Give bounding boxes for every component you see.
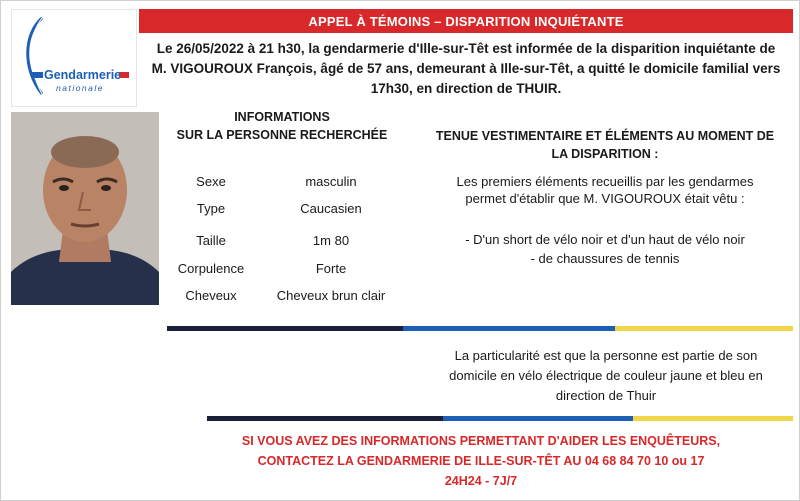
- intro-line: Le 26/05/2022 à 21 h30, la gendarmerie d'Ille-sur-Têt est informée de la disparition inquiétante de: [156, 41, 776, 56]
- info-row: [161, 201, 401, 216]
- stripe-yellow: [615, 326, 793, 331]
- banner-title: APPEL À TÉMOINS – DISPARITION INQUIÉTANTE: [308, 13, 624, 29]
- clothing-text-line: permet d'établir que M. VIGOUROUX était vêtu :: [465, 191, 745, 206]
- gendarmerie-emblem-icon: [12, 10, 136, 106]
- info-value: Caucasien: [300, 201, 362, 216]
- missing-person-photo: [11, 112, 159, 305]
- stripe-blue: [443, 416, 633, 421]
- intro-paragraph: [139, 39, 793, 99]
- info-row: [161, 261, 401, 276]
- info-value: masculin: [305, 174, 357, 189]
- info-label: Cheveux: [185, 288, 237, 303]
- info-value: Forte: [315, 261, 347, 276]
- clothing-title-line: TENUE VESTIMENTAIRE ET ÉLÉMENTS AU MOMENT DE: [435, 129, 775, 143]
- person-info-title-line: INFORMATIONS: [234, 110, 330, 124]
- clothing-text-line: Les premiers éléments recueillis par les gendarmes: [456, 174, 754, 189]
- clothing-item: - de chaussures de tennis: [530, 251, 680, 266]
- info-row: [161, 233, 401, 248]
- alert-banner: [139, 9, 793, 33]
- info-label: Type: [196, 201, 226, 216]
- gendarmerie-logo: [11, 9, 137, 107]
- stripe-blue: [403, 326, 615, 331]
- cta-line: 24H24 - 7J/7: [444, 474, 518, 488]
- contact-call-to-action: [171, 431, 791, 491]
- info-row: [161, 288, 401, 303]
- info-row: [161, 174, 401, 189]
- cta-line: CONTACTEZ LA GENDARMERIE DE ILLE-SUR-TÊT AU 04 68 84 70 10 ou 17: [257, 454, 705, 468]
- stripe-navy: [167, 326, 403, 331]
- person-info-title: [161, 108, 403, 144]
- intro-line: M. VIGOUROUX François, âgé de 57 ans, demeurant à Ille-sur-Têt, a quitté le domicile familial vers: [151, 61, 781, 76]
- info-value: 1m 80: [312, 233, 350, 248]
- particularite-line: direction de Thuir: [555, 388, 657, 403]
- svg-text:Gendarmerie: Gendarmerie: [44, 68, 122, 82]
- clothing-title: [415, 127, 795, 163]
- cta-line: SI VOUS AVEZ DES INFORMATIONS PERMETTANT D'AIDER LES ENQUÊTEURS,: [241, 434, 721, 448]
- info-label: Corpulence: [177, 261, 245, 276]
- particularite-paragraph: [413, 346, 799, 406]
- info-label: Sexe: [196, 174, 226, 189]
- stripe-yellow: [633, 416, 793, 421]
- info-value: Cheveux brun clair: [276, 288, 386, 303]
- clothing-description: [415, 173, 795, 207]
- clothing-item: - D'un short de vélo noir et d'un haut de vélo noir: [465, 232, 745, 247]
- person-info-title-line: SUR LA PERSONNE RECHERCHÉE: [176, 128, 388, 142]
- particularite-line: La particularité est que la personne est partie de son: [454, 348, 758, 363]
- info-label: Taille: [196, 233, 226, 248]
- clothing-title-line: LA DISPARITION :: [551, 147, 659, 161]
- svg-text:nationale: nationale: [56, 83, 105, 93]
- stripe-navy: [207, 416, 443, 421]
- intro-line: 17h30, en direction de THUIR.: [370, 81, 562, 96]
- particularite-line: domicile en vélo électrique de couleur jaune et bleu en: [449, 368, 763, 383]
